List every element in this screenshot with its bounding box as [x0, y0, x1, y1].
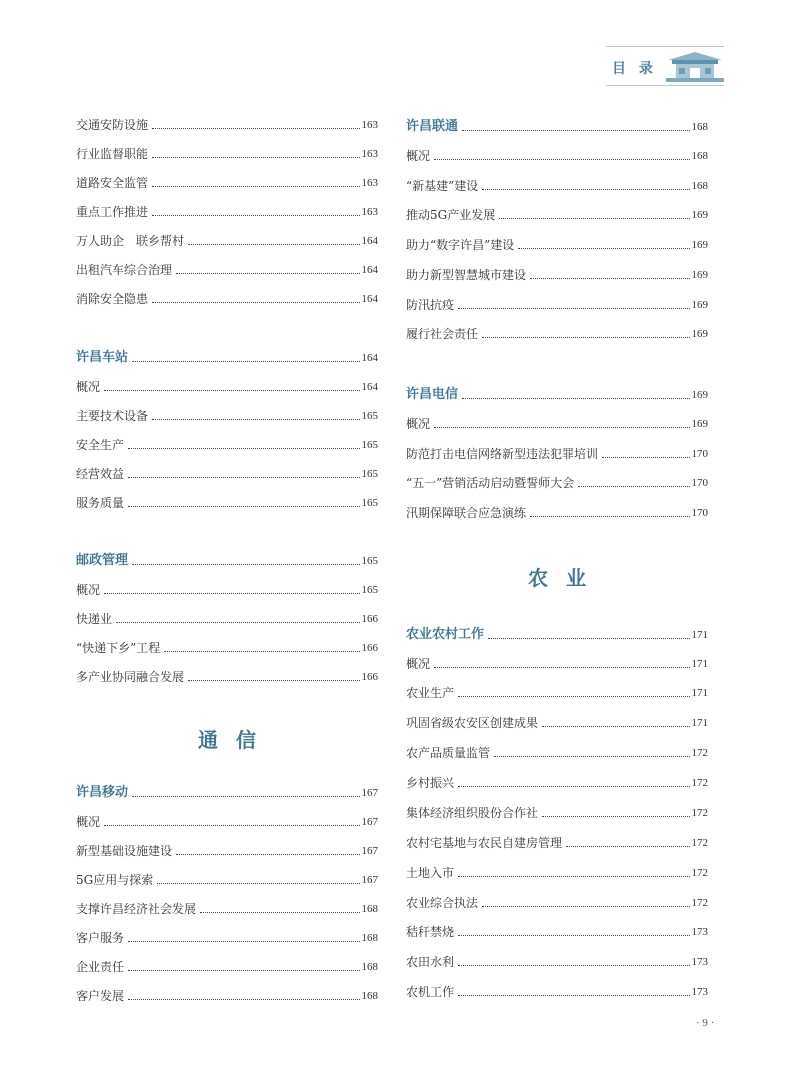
toc-entry[interactable] — [76, 490, 378, 510]
toc-page-number: 165 — [361, 497, 378, 509]
toc-page-number: 164 — [361, 264, 378, 276]
toc-entry-label: 道路安全监管 — [76, 176, 149, 190]
dot-leader — [128, 999, 359, 1000]
toc-entry[interactable] — [76, 257, 378, 277]
dot-leader — [482, 906, 689, 907]
toc-entry-label: 农村宅基地与农民自建房管理 — [406, 836, 563, 850]
toc-entry[interactable] — [76, 228, 378, 248]
toc-page-number: 169 — [691, 299, 708, 311]
dot-leader — [152, 419, 359, 420]
dot-leader — [152, 128, 359, 129]
toc-entry[interactable] — [406, 710, 708, 730]
toc-page-number: 170 — [691, 507, 708, 519]
toc-entry[interactable] — [406, 949, 708, 969]
toc-page-number: 168 — [361, 990, 378, 1002]
section-title-agriculture: 农业 — [528, 566, 604, 590]
toc-page-number: 168 — [361, 932, 378, 944]
toc-entry-label: 农机工作 — [406, 985, 455, 999]
dot-leader — [132, 361, 359, 362]
toc-entry-label: 概况 — [406, 417, 431, 431]
toc-entry[interactable] — [76, 983, 378, 1003]
dot-leader — [200, 912, 359, 913]
toc-page-number: 173 — [691, 926, 708, 938]
toc-page-number: 172 — [691, 837, 708, 849]
dot-leader — [132, 564, 359, 565]
toc-page-number: 165 — [361, 555, 378, 567]
dot-leader — [188, 680, 359, 681]
toc-entry[interactable] — [76, 170, 378, 190]
toc-entry[interactable] — [406, 411, 708, 431]
dot-leader — [494, 756, 689, 757]
dot-leader — [458, 696, 689, 697]
toc-page-number: 165 — [361, 468, 378, 480]
toc-entry-label: 快递业 — [76, 612, 113, 626]
toc-page-number: 168 — [691, 150, 708, 162]
toc-entry[interactable] — [406, 143, 708, 163]
toc-entry-label: 许昌联通 — [406, 119, 459, 134]
toc-entry[interactable] — [406, 500, 708, 520]
dot-leader — [482, 189, 689, 190]
toc-entry[interactable] — [406, 262, 708, 282]
toc-entry-label: 农业综合执法 — [406, 896, 479, 910]
dot-leader — [104, 825, 359, 826]
toc-entry[interactable] — [406, 651, 708, 671]
toc-entry-label: 集体经济组织股份合作社 — [406, 806, 539, 820]
dot-leader — [157, 883, 359, 884]
dot-leader — [176, 273, 359, 274]
toc-page-number: 169 — [691, 209, 708, 221]
toc-page-number: 169 — [691, 269, 708, 281]
dot-leader — [152, 302, 359, 303]
dot-leader — [164, 651, 359, 652]
toc-section-heading[interactable] — [406, 622, 708, 642]
toc-page-number: 168 — [361, 961, 378, 973]
toc-entry[interactable] — [406, 202, 708, 222]
toc-section-heading[interactable] — [406, 114, 708, 134]
toc-entry[interactable] — [76, 199, 378, 219]
dot-leader — [462, 398, 689, 399]
toc-entry[interactable] — [406, 919, 708, 939]
dot-leader — [458, 876, 689, 877]
toc-page-number: 164 — [361, 381, 378, 393]
toc-title: 目 录 — [612, 61, 657, 77]
toc-page-number: 165 — [361, 410, 378, 422]
toc-page-number: 165 — [361, 439, 378, 451]
toc-entry-label: 服务质量 — [76, 496, 125, 510]
toc-entry-label: 概况 — [76, 583, 101, 597]
toc-entry-label: 万人助企 联乡帮村 — [76, 234, 185, 248]
toc-page-number: 169 — [691, 239, 708, 251]
toc-entry-label: 交通安防设施 — [76, 118, 149, 132]
toc-entry-label: 企业责任 — [76, 960, 125, 974]
toc-entry[interactable] — [406, 860, 708, 880]
toc-page-number: 164 — [361, 293, 378, 305]
toc-entry-label: 邮政管理 — [76, 553, 129, 568]
toc-entry-label: 许昌电信 — [406, 387, 459, 402]
toc-entry-label: 新型基础设施建设 — [76, 844, 173, 858]
toc-page-number: 171 — [691, 658, 708, 670]
dot-leader — [128, 970, 359, 971]
dot-leader — [566, 846, 689, 847]
toc-page-number: 168 — [361, 903, 378, 915]
toc-section-heading[interactable] — [76, 345, 378, 365]
toc-section-heading[interactable] — [76, 548, 378, 568]
dot-leader — [176, 854, 359, 855]
toc-entry[interactable] — [406, 890, 708, 910]
toc-entry[interactable] — [406, 470, 708, 490]
toc-entry-label: 农业生产 — [406, 686, 455, 700]
toc-entry[interactable] — [76, 896, 378, 916]
dot-leader — [434, 667, 689, 668]
dot-leader — [128, 941, 359, 942]
toc-entry-label: 秸秆禁烧 — [406, 925, 455, 939]
toc-entry[interactable] — [76, 112, 378, 132]
toc-entry[interactable] — [76, 403, 378, 423]
toc-page-number: 169 — [691, 328, 708, 340]
toc-entry[interactable] — [76, 432, 378, 452]
toc-entry-label: 履行社会责任 — [406, 327, 479, 341]
toc-entry-label: 概况 — [406, 657, 431, 671]
dot-leader — [104, 390, 359, 391]
toc-page-number: 163 — [361, 177, 378, 189]
toc-entry[interactable] — [406, 232, 708, 252]
toc-entry-label: 概况 — [76, 380, 101, 394]
dot-leader — [518, 248, 689, 249]
toc-page-number: 167 — [361, 845, 378, 857]
dot-leader — [542, 816, 689, 817]
dot-leader — [542, 726, 689, 727]
toc-entry[interactable] — [76, 141, 378, 161]
toc-entry-label: 农业农村工作 — [406, 627, 485, 642]
toc-entry[interactable] — [76, 664, 378, 684]
toc-entry-label: “新基建”建设 — [406, 179, 479, 193]
toc-entry[interactable] — [406, 830, 708, 850]
toc-entry[interactable] — [76, 635, 378, 655]
dot-leader — [132, 796, 359, 797]
dot-leader — [128, 477, 359, 478]
toc-entry-label: 经营效益 — [76, 467, 125, 481]
toc-page-number: 169 — [691, 389, 708, 401]
toc-entry-label: 防范打击电信网络新型违法犯罪培训 — [406, 447, 599, 461]
toc-header — [606, 46, 724, 86]
toc-page-number: 166 — [361, 613, 378, 625]
toc-page-number: 167 — [361, 787, 378, 799]
toc-entry-label: 巩固省级农安区创建成果 — [406, 716, 539, 730]
toc-entry[interactable] — [406, 292, 708, 312]
header-rule-bottom — [606, 85, 724, 86]
toc-entry-label: 汛期保障联合应急演练 — [406, 506, 527, 520]
toc-entry-label: 多产业协同融合发展 — [76, 670, 185, 684]
toc-page-number: 171 — [691, 687, 708, 699]
toc-entry-label: 重点工作推进 — [76, 205, 149, 219]
toc-page-number: 170 — [691, 477, 708, 489]
toc-entry-label: 助力新型智慧城市建设 — [406, 268, 527, 282]
toc-page-number: 172 — [691, 897, 708, 909]
toc-page-number: 166 — [361, 642, 378, 654]
section-title-telecom: 通信 — [198, 728, 274, 752]
toc-entry[interactable] — [406, 680, 708, 700]
toc-page-number: 165 — [361, 584, 378, 596]
toc-entry-label: 防汛抗疫 — [406, 298, 455, 312]
toc-entry-label: 农产品质量监管 — [406, 746, 491, 760]
toc-entry-label: 客户服务 — [76, 931, 125, 945]
toc-page-number: 172 — [691, 747, 708, 759]
dot-leader — [482, 337, 689, 338]
toc-entry[interactable] — [76, 838, 378, 858]
toc-page-number: 167 — [361, 816, 378, 828]
toc-entry-label: 土地入市 — [406, 866, 455, 880]
toc-page-number: 172 — [691, 807, 708, 819]
city-gate-icon — [666, 50, 724, 82]
toc-entry[interactable] — [406, 740, 708, 760]
dot-leader — [458, 308, 689, 309]
dot-leader — [602, 457, 689, 458]
toc-entry[interactable] — [76, 606, 378, 626]
toc-entry-label: “快递下乡”工程 — [76, 641, 161, 655]
toc-entry[interactable] — [76, 867, 378, 887]
toc-page-number: 173 — [691, 956, 708, 968]
toc-entry-label: 概况 — [76, 815, 101, 829]
toc-page-number: 172 — [691, 777, 708, 789]
toc-page-number: 171 — [691, 629, 708, 641]
toc-entry-label: 支撑许昌经济社会发展 — [76, 902, 197, 916]
dot-leader — [152, 157, 359, 158]
dot-leader — [104, 593, 359, 594]
dot-leader — [499, 218, 689, 219]
dot-leader — [458, 965, 689, 966]
toc-page-number: 164 — [361, 235, 378, 247]
toc-entry-label: 消除安全隐患 — [76, 292, 149, 306]
toc-entry[interactable] — [76, 954, 378, 974]
toc-section-heading[interactable] — [406, 382, 708, 402]
dot-leader — [116, 622, 359, 623]
toc-entry[interactable] — [76, 286, 378, 306]
toc-page-number: 164 — [361, 352, 378, 364]
toc-entry-label: 许昌车站 — [76, 350, 129, 365]
toc-entry[interactable] — [76, 809, 378, 829]
header-rule-top — [606, 46, 724, 47]
toc-page-number: 172 — [691, 867, 708, 879]
toc-page-number: 166 — [361, 671, 378, 683]
toc-entry[interactable] — [76, 461, 378, 481]
toc-entry[interactable] — [406, 441, 708, 461]
dot-leader — [152, 186, 359, 187]
toc-page-number: 163 — [361, 206, 378, 218]
page-number: · 9 · — [696, 1017, 715, 1029]
dot-leader — [188, 244, 359, 245]
toc-page-number: 173 — [691, 986, 708, 998]
dot-leader — [152, 215, 359, 216]
toc-entry-label: 推动5G产业发展 — [406, 208, 496, 222]
toc-entry-label: 出租汽车综合治理 — [76, 263, 173, 277]
toc-entry-label: 5G应用与探索 — [76, 873, 154, 887]
dot-leader — [458, 935, 689, 936]
toc-page-number: 163 — [361, 148, 378, 160]
toc-entry-label: “五一”营销活动启动暨誓师大会 — [406, 476, 575, 490]
toc-entry-label: 主要技术设备 — [76, 409, 149, 423]
dot-leader — [128, 448, 359, 449]
dot-leader — [530, 278, 689, 279]
dot-leader — [458, 995, 689, 996]
toc-entry-label: 农田水利 — [406, 955, 455, 969]
toc-page-number: 171 — [691, 717, 708, 729]
toc-entry-label: 乡村振兴 — [406, 776, 455, 790]
toc-entry[interactable] — [406, 770, 708, 790]
dot-leader — [488, 638, 689, 639]
toc-entry[interactable] — [406, 979, 708, 999]
dot-leader — [458, 786, 689, 787]
toc-entry-label: 概况 — [406, 149, 431, 163]
dot-leader — [128, 506, 359, 507]
dot-leader — [434, 427, 689, 428]
toc-entry[interactable] — [76, 577, 378, 597]
toc-entry[interactable] — [406, 173, 708, 193]
toc-page-number: 163 — [361, 119, 378, 131]
toc-entry-label: 行业监督职能 — [76, 147, 149, 161]
toc-entry-label: 助力“数字许昌”建设 — [406, 238, 515, 252]
dot-leader — [578, 486, 689, 487]
toc-entry[interactable] — [76, 374, 378, 394]
toc-section-heading[interactable] — [76, 780, 378, 800]
toc-entry-label: 客户发展 — [76, 989, 125, 1003]
toc-page-number: 168 — [691, 180, 708, 192]
dot-leader — [530, 516, 689, 517]
dot-leader — [462, 130, 689, 131]
toc-page-number: 167 — [361, 874, 378, 886]
toc-entry[interactable] — [406, 800, 708, 820]
toc-page-number: 168 — [691, 121, 708, 133]
toc-entry-label: 安全生产 — [76, 438, 125, 452]
dot-leader — [434, 159, 689, 160]
toc-page-number: 169 — [691, 418, 708, 430]
toc-entry-label: 许昌移动 — [76, 785, 129, 800]
toc-page-number: 170 — [691, 448, 708, 460]
toc-entry[interactable] — [406, 321, 708, 341]
toc-entry[interactable] — [76, 925, 378, 945]
